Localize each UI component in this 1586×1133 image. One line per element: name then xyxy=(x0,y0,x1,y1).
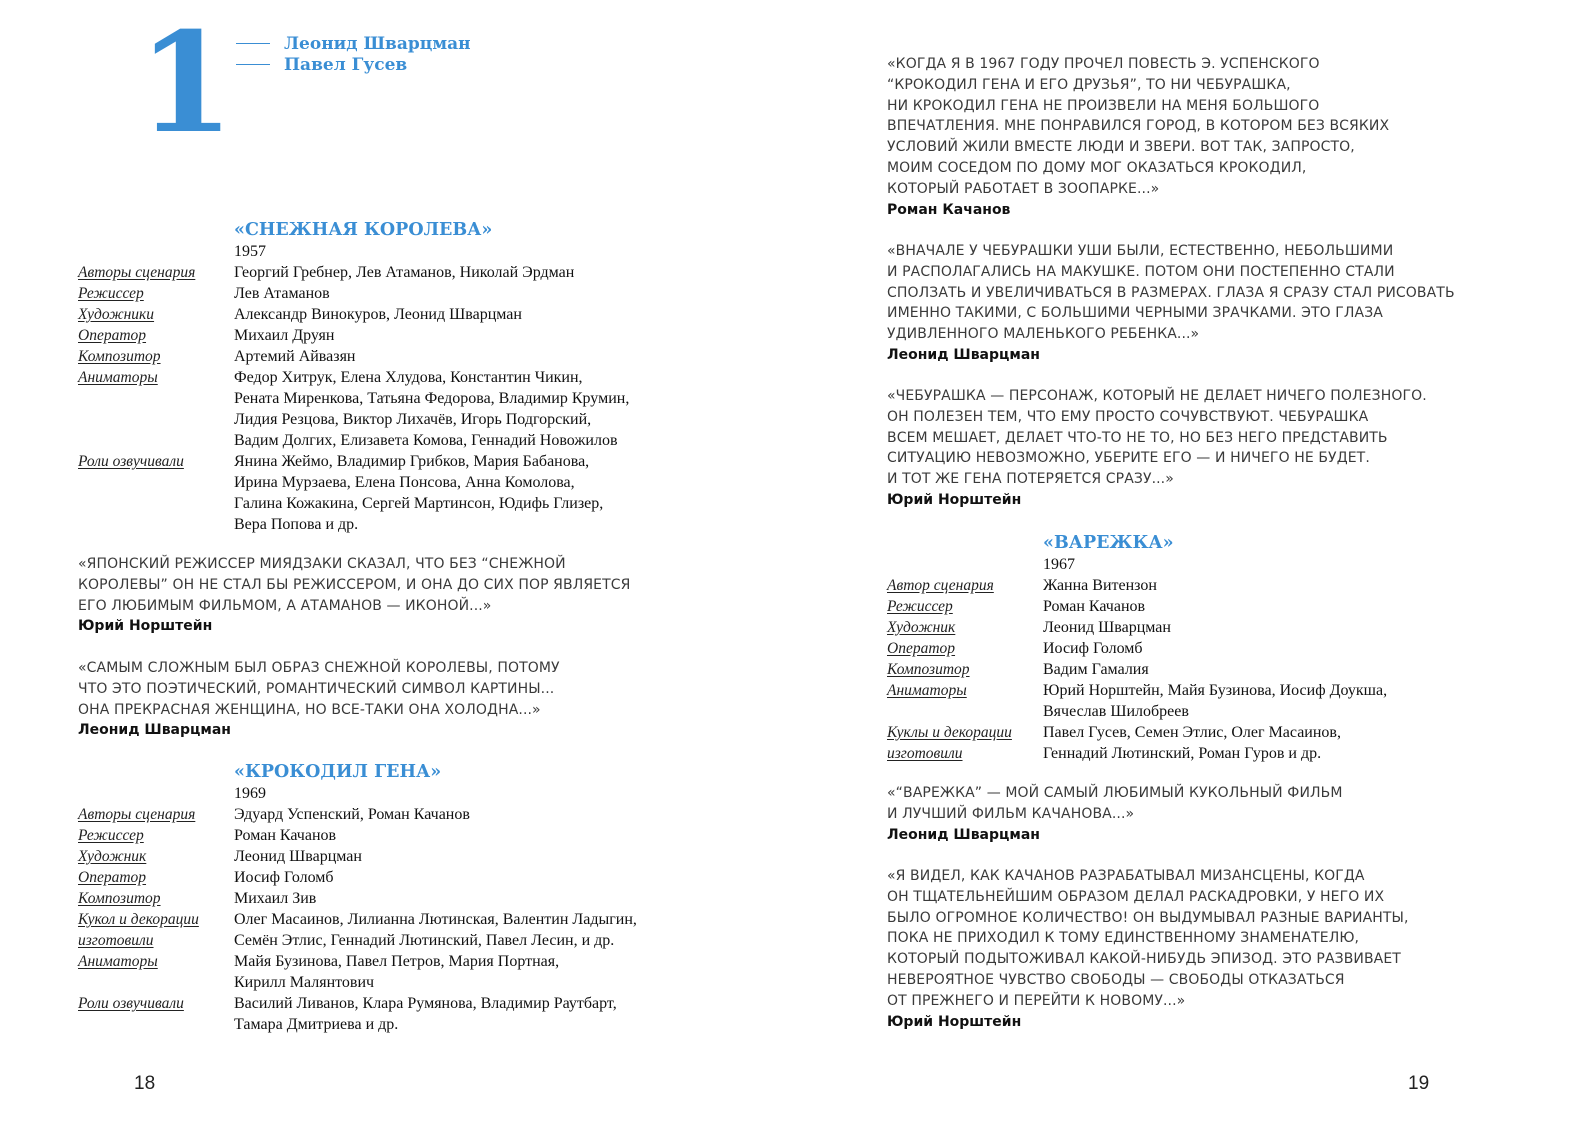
quote-author: Леонид Шварцман xyxy=(887,826,1040,843)
quote-line: «САМЫМ СЛОЖНЫМ БЫЛ ОБРАЗ СНЕЖНОЙ КОРОЛЕВЫ, ПОТОМУ xyxy=(78,660,560,676)
credit-row xyxy=(78,804,778,825)
credit-role-line: Режиссер xyxy=(78,285,144,302)
credit-role-line: Оператор xyxy=(78,327,147,344)
quote-author: Юрий Норштейн xyxy=(78,618,213,635)
credit-role xyxy=(78,804,234,825)
film-credits xyxy=(887,575,1586,764)
credit-role-line: Режиссер xyxy=(78,827,144,844)
credit-row xyxy=(78,951,778,993)
credit-role-line: Композитор xyxy=(78,890,161,907)
film-title: «КРОКОДИЛ ГЕНА» xyxy=(234,762,442,782)
credit-names xyxy=(234,304,522,325)
credit-names-line: Олег Масаинов, Лилианна Лютинская, Валентин Ладыгин, xyxy=(234,911,637,928)
credit-role-line: Роли озвучивали xyxy=(78,453,184,470)
quote-line: СПОЛЗАТЬ И УВЕЛИЧИВАТЬСЯ В РАЗМЕРАХ. ГЛАЗА Я СРАЗУ СТАЛ РИСОВАТЬ xyxy=(887,284,1455,301)
credit-names xyxy=(1043,617,1171,638)
credit-names-line: Леонид Шварцман xyxy=(234,848,362,865)
quote-line: СИТУАЦИЮ НЕВОЗМОЖНО, УБЕРИТЕ ЕГО — И НИЧЕГО НЕ БУДЕТ. xyxy=(887,450,1370,467)
credit-row xyxy=(887,680,1586,722)
quote-author: Леонид Шварцман xyxy=(887,346,1040,363)
credit-names xyxy=(234,262,574,283)
credit-names-line: Вадим Долгих, Елизавета Комова, Геннадий Новожилов xyxy=(234,432,618,449)
credit-role-line: Кукол и декорации xyxy=(78,911,199,928)
quote-text xyxy=(887,866,1409,1012)
credit-row xyxy=(78,909,778,951)
credit-role-line: Композитор xyxy=(887,661,970,678)
quote-line: «ЯПОНСКИЙ РЕЖИССЕР МИЯДЗАКИ СКАЗАЛ, ЧТО БЕЗ “СНЕЖНОЙ xyxy=(78,556,566,572)
quote-block xyxy=(78,658,560,741)
credit-role-line: изготовили xyxy=(887,745,963,762)
credit-names xyxy=(234,993,617,1035)
credit-role xyxy=(78,867,234,888)
quote-line: ВПЕЧАТЛЕНИЯ. МНЕ ПОНРАВИЛСЯ ГОРОД, В КОТОРОМ БЕЗ ВСЯКИХ xyxy=(887,118,1390,135)
credit-row xyxy=(78,283,778,304)
credit-names-line: Леонид Шварцман xyxy=(1043,619,1171,636)
quote-author: Роман Качанов xyxy=(887,201,1011,218)
credit-names-line: Лидия Резцова, Виктор Лихачёв, Игорь Подгорский, xyxy=(234,411,592,428)
page-number-left: 18 xyxy=(134,1073,156,1094)
credit-names-line: Эдуард Успенский, Роман Качанов xyxy=(234,806,470,823)
film-snow-queen xyxy=(78,219,778,535)
credit-names-line: Михаил Друян xyxy=(234,327,335,344)
credit-names xyxy=(234,846,362,867)
credit-role-line: Аниматоры xyxy=(78,953,158,970)
credit-names-line: Михаил Зив xyxy=(234,890,317,907)
quote-block xyxy=(887,866,1409,1033)
credit-role-line: Авторы сценария xyxy=(78,806,196,823)
credit-role xyxy=(78,346,234,367)
credit-role-line: Режиссер xyxy=(887,598,953,615)
quote-line: «“ВАРЕЖКА” — МОЙ САМЫЙ ЛЮБИМЫЙ КУКОЛЬНЫЙ ФИЛЬМ xyxy=(887,785,1343,801)
quote-line: ЧТО ЭТО ПОЭТИЧЕСКИЙ, РОМАНТИЧЕСКИЙ СИМВОЛ КАРТИНЫ... xyxy=(78,680,555,697)
author-name: Павел Гусев xyxy=(284,54,408,75)
quote-author: Юрий Норштейн xyxy=(887,491,1022,508)
credit-role xyxy=(78,846,234,867)
quote-line: ОН ПОЛЕЗЕН ТЕМ, ЧТО ЕМУ ПРОСТО СОЧУВСТВУЮТ. ЧЕБУРАШКА xyxy=(887,408,1369,425)
credit-names xyxy=(234,867,334,888)
quote-text xyxy=(78,658,560,720)
credit-names xyxy=(1043,575,1157,596)
credit-role xyxy=(887,722,1043,764)
credit-role xyxy=(78,909,234,951)
quote-block xyxy=(887,54,1389,221)
credit-role-line: изготовили xyxy=(78,932,154,949)
credit-role-line: Художник xyxy=(78,848,147,865)
credit-role-line: Оператор xyxy=(887,640,956,657)
credit-names-line: Федор Хитрук, Елена Хлудова, Константин Чикин, xyxy=(234,369,583,386)
quote-block xyxy=(887,783,1343,846)
credit-role-line: Автор сценария xyxy=(887,577,994,594)
film-credits xyxy=(78,804,778,1035)
credit-names xyxy=(1043,722,1341,764)
credit-names-line: Юрий Норштейн, Майя Бузинова, Иосиф Доукша, xyxy=(1043,682,1388,699)
quote-text xyxy=(887,54,1389,200)
credit-names xyxy=(234,367,629,451)
quote-line: ВСЕМ МЕШАЕТ, ДЕЛАЕТ ЧТО-ТО НЕ ТО, НО БЕЗ НЕГО ПРЕДСТАВИТЬ xyxy=(887,429,1388,446)
credit-role xyxy=(78,262,234,283)
quote-line: ОН ТЩАТЕЛЬНЕЙШИМ ОБРАЗОМ ДЕЛАЛ РАСКАДРОВКИ, У НЕГО ИХ xyxy=(887,888,1385,905)
credit-names xyxy=(234,909,637,951)
credit-names-line: Александр Винокуров, Леонид Шварцман xyxy=(234,306,522,323)
credit-names xyxy=(1043,638,1143,659)
credit-names xyxy=(1043,680,1387,722)
credit-row xyxy=(78,888,778,909)
film-mitten xyxy=(887,532,1586,764)
quote-line: «Я ВИДЕЛ, КАК КАЧАНОВ РАЗРАБАТЫВАЛ МИЗАНСЦЕНЫ, КОГДА xyxy=(887,868,1365,884)
quote-line: ОТ ПРЕЖНЕГО И ПЕРЕЙТИ К НОВОМУ...» xyxy=(887,992,1186,1009)
credit-role xyxy=(78,825,234,846)
quote-line: ПОКА НЕ ПРИХОДИЛ К ТОМУ ЕДИНСТВЕННОМУ ЗНАМЕНАТЕЛЮ, xyxy=(887,930,1360,947)
credit-row xyxy=(887,722,1586,764)
credit-names-line: Георгий Гребнер, Лев Атаманов, Николай Эрдман xyxy=(234,264,575,281)
credit-names-line: Кирилл Малянтович xyxy=(234,974,375,991)
credit-row xyxy=(887,617,1586,638)
credit-row xyxy=(887,596,1586,617)
credit-names-line: Павел Гусев, Семен Этлис, Олег Масаинов, xyxy=(1043,724,1341,741)
credit-names xyxy=(234,804,470,825)
film-crocodile-gena xyxy=(78,761,778,1035)
credit-role xyxy=(887,659,1043,680)
quote-line: ИМЕННО ТАКИМИ, С БОЛЬШИМИ ЧЕРНЫМИ ЗРАЧКАМИ. ЭТО ГЛАЗА xyxy=(887,305,1383,322)
credit-role xyxy=(78,304,234,325)
credit-names xyxy=(234,346,356,367)
credit-names-line: Геннадий Лютинский, Роман Гуров и др. xyxy=(1043,745,1322,762)
credit-role xyxy=(78,451,234,535)
credit-role xyxy=(78,367,234,451)
quote-text xyxy=(887,386,1427,490)
quote-line: КОРОЛЕВЫ” ОН НЕ СТАЛ БЫ РЕЖИССЕРОМ, И ОНА ДО СИХ ПОР ЯВЛЯЕТСЯ xyxy=(78,576,631,593)
chapter-number: 1 xyxy=(138,1,231,164)
credit-names-line: Артемий Айвазян xyxy=(234,348,356,365)
credit-row xyxy=(78,825,778,846)
credit-names-line: Вера Попова и др. xyxy=(234,516,359,533)
credit-role-line: Аниматоры xyxy=(887,682,967,699)
chapter-authors xyxy=(236,33,471,75)
credit-names xyxy=(234,325,334,346)
film-title: «ВАРЕЖКА» xyxy=(1043,533,1174,553)
credit-row xyxy=(78,846,778,867)
author-rule xyxy=(236,43,270,44)
credit-row xyxy=(78,451,778,535)
credit-role-line: Роли озвучивали xyxy=(78,995,184,1012)
credit-row xyxy=(78,367,778,451)
credit-role xyxy=(887,638,1043,659)
credit-role xyxy=(78,283,234,304)
credit-names xyxy=(1043,596,1145,617)
quote-text xyxy=(78,554,630,616)
quote-line: И РАСПОЛАГАЛИСЬ НА МАКУШКЕ. ПОТОМ ОНИ ПОСТЕПЕННО СТАЛИ xyxy=(887,263,1395,280)
credit-row xyxy=(78,262,778,283)
quote-line: “КРОКОДИЛ ГЕНА И ЕГО ДРУЗЬЯ”, ТО НИ ЧЕБУРАШКА, xyxy=(887,76,1291,93)
credit-role xyxy=(887,596,1043,617)
film-year: 1957 xyxy=(234,243,266,260)
credit-names-line: Василий Ливанов, Клара Румянова, Владимир Раутбарт, xyxy=(234,995,617,1012)
credit-names xyxy=(234,888,316,909)
credit-names-line: Майя Бузинова, Павел Петров, Мария Портная, xyxy=(234,953,560,970)
credit-names-line: Лев Атаманов xyxy=(234,285,330,302)
quote-line: И ТОТ ЖЕ ГЕНА ПОТЕРЯЕТСЯ СРАЗУ...» xyxy=(887,471,1174,488)
quote-line: УСЛОВИЙ ЖИЛИ ВМЕСТЕ ЛЮДИ И ЗВЕРИ. ВОТ ТАК, ЗАПРОСТО, xyxy=(887,139,1355,156)
credit-names-line: Семён Этлис, Геннадий Лютинский, Павел Лесин, и др. xyxy=(234,932,615,949)
credit-role-line: Художники xyxy=(78,306,155,323)
credit-role-line: Авторы сценария xyxy=(78,264,196,281)
credit-role-line: Художник xyxy=(887,619,956,636)
credit-names-line: Галина Кожакина, Сергей Мартинсон, Юдифь Глизер, xyxy=(234,495,604,512)
credit-names-line: Рената Миренкова, Татьяна Федорова, Владимир Крумин, xyxy=(234,390,630,407)
quote-line: И ЛУЧШИЙ ФИЛЬМ КАЧАНОВА...» xyxy=(887,805,1135,822)
author-line xyxy=(236,33,471,54)
credit-row xyxy=(887,575,1586,596)
author-line xyxy=(236,54,471,75)
credit-row xyxy=(887,659,1586,680)
credit-row xyxy=(887,638,1586,659)
quote-block xyxy=(887,386,1427,511)
credit-role xyxy=(887,617,1043,638)
credit-names-line: Янина Жеймо, Владимир Грибков, Мария Бабанова, xyxy=(234,453,590,470)
quote-line: УДИВЛЕННОГО МАЛЕНЬКОГО РЕБЕНКА...» xyxy=(887,326,1200,343)
film-year: 1969 xyxy=(234,785,266,802)
credit-names-line: Тамара Дмитриева и др. xyxy=(234,1016,399,1033)
quote-author: Леонид Шварцман xyxy=(78,722,231,739)
credit-row xyxy=(78,993,778,1035)
credit-names-line: Роман Качанов xyxy=(234,827,337,844)
quote-line: НИ КРОКОДИЛ ГЕНА НЕ ПРОИЗВЕЛИ НА МЕНЯ БОЛЬШОГО xyxy=(887,97,1320,114)
quote-line: «КОГДА Я В 1967 ГОДУ ПРОЧЕЛ ПОВЕСТЬ Э. УСПЕНСКОГО xyxy=(887,56,1320,72)
credit-row xyxy=(78,304,778,325)
film-credits xyxy=(78,262,778,535)
author-rule xyxy=(236,64,270,65)
quote-line: КОТОРЫЙ ПОДЫТОЖИВАЛ КАКОЙ-НИБУДЬ ЭПИЗОД. ЭТО РАЗВИВАЕТ xyxy=(887,951,1401,968)
quote-text xyxy=(887,783,1343,825)
credit-names-line: Иосиф Голомб xyxy=(234,869,334,886)
quote-line: МОИМ СОСЕДОМ ПО ДОМУ МОГ ОКАЗАТЬСЯ КРОКОДИЛ, xyxy=(887,159,1307,176)
quote-author: Юрий Норштейн xyxy=(887,1013,1022,1030)
film-title: «СНЕЖНАЯ КОРОЛЕВА» xyxy=(234,220,493,240)
credit-names xyxy=(234,825,336,846)
credit-names-line: Вячеслав Шилобреев xyxy=(1043,703,1189,720)
quote-line: НЕВЕРОЯТНОЕ ЧУВСТВО СВОБОДЫ — СВОБОДЫ ОТКАЗАТЬСЯ xyxy=(887,971,1345,988)
credit-names xyxy=(234,451,603,535)
credit-names-line: Иосиф Голомб xyxy=(1043,640,1143,657)
credit-names xyxy=(1043,659,1149,680)
credit-row xyxy=(78,346,778,367)
credit-role xyxy=(78,993,234,1035)
quote-line: КОТОРЫЙ РАБОТАЕТ В ЗООПАРКЕ...» xyxy=(887,180,1160,197)
quote-block xyxy=(78,554,630,637)
credit-names xyxy=(234,283,330,304)
credit-names-line: Ирина Мурзаева, Елена Понсова, Анна Комолова, xyxy=(234,474,575,491)
quote-line: ОНА ПРЕКРАСНАЯ ЖЕНЩИНА, НО ВСЕ-ТАКИ ОНА ХОЛОДНА...» xyxy=(78,701,541,718)
quote-line: ЕГО ЛЮБИМЫМ ФИЛЬМОМ, А АТАМАНОВ — ИКОНОЙ...» xyxy=(78,597,492,614)
quote-line: «ВНАЧАЛЕ У ЧЕБУРАШКИ УШИ БЫЛИ, ЕСТЕСТВЕННО, НЕБОЛЬШИМИ xyxy=(887,243,1394,259)
credit-names-line: Вадим Гамалия xyxy=(1043,661,1149,678)
credit-role xyxy=(78,951,234,993)
credit-role xyxy=(78,325,234,346)
credit-row xyxy=(78,325,778,346)
credit-role xyxy=(887,575,1043,596)
quote-block xyxy=(887,241,1455,366)
author-name: Леонид Шварцман xyxy=(284,33,471,54)
credit-role xyxy=(887,680,1043,722)
credit-row xyxy=(78,867,778,888)
credit-role-line: Оператор xyxy=(78,869,147,886)
film-year: 1967 xyxy=(1043,556,1075,573)
quote-text xyxy=(887,241,1455,345)
quote-line: БЫЛО ОГРОМНОЕ КОЛИЧЕСТВО! ОН ВЫДУМЫВАЛ РАЗНЫЕ ВАРИАНТЫ, xyxy=(887,909,1409,926)
credit-role-line: Композитор xyxy=(78,348,161,365)
credit-names-line: Роман Качанов xyxy=(1043,598,1146,615)
credit-names-line: Жанна Витензон xyxy=(1043,577,1157,594)
credit-role-line: Куклы и декорации xyxy=(887,724,1012,741)
credit-names xyxy=(234,951,559,993)
credit-role-line: Аниматоры xyxy=(78,369,158,386)
quote-line: «ЧЕБУРАШКА — ПЕРСОНАЖ, КОТОРЫЙ НЕ ДЕЛАЕТ НИЧЕГО ПОЛЕЗНОГО. xyxy=(887,388,1427,404)
page-number-right: 19 xyxy=(1408,1073,1430,1094)
credit-role xyxy=(78,888,234,909)
